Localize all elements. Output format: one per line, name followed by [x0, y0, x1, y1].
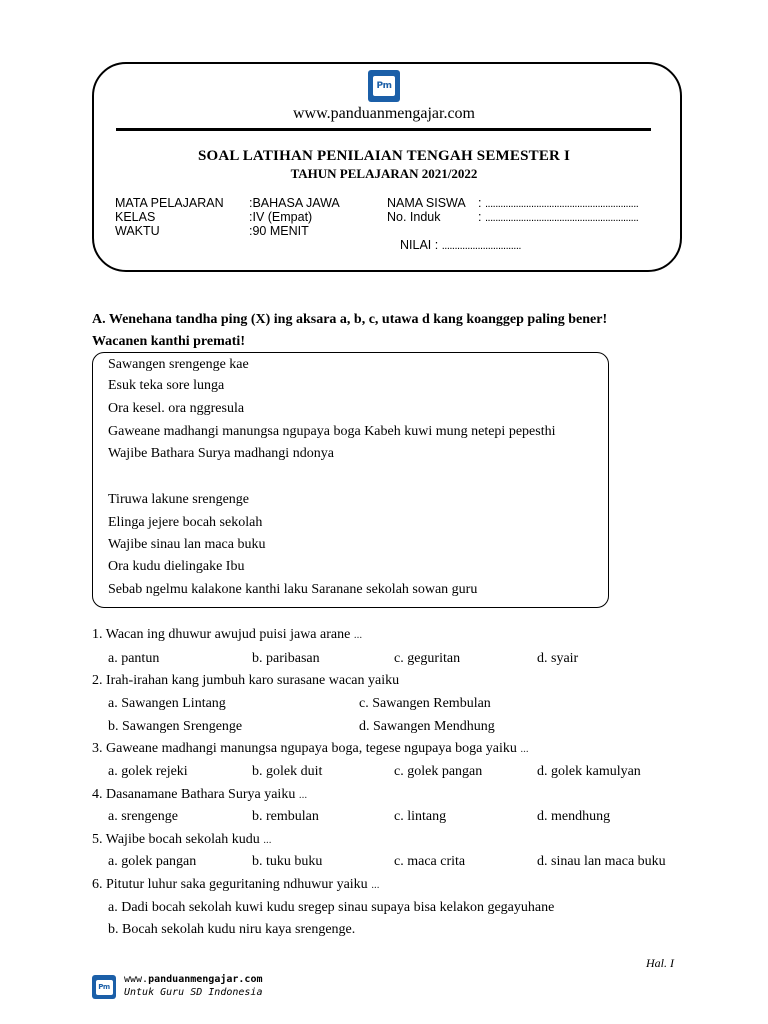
q3-option-d[interactable]: d. golek kamulyan [537, 764, 641, 779]
page-number: Hal. I [646, 956, 674, 970]
poem-line: Sawangen srengenge kae [108, 357, 249, 372]
q2-option-b[interactable]: b. Sawangen Srengenge [108, 719, 243, 734]
subject-value: :BAHASA JAWA [249, 196, 340, 210]
logo-icon [368, 70, 400, 102]
question-text: Gaweane madhangi manungsa ngupaya boga, tegese ngupaya boga yaiku [106, 741, 517, 756]
poem-line: Gaweane madhangi manungsa ngupaya boga Kabeh kuwi mung netepi pepesthi [108, 424, 556, 439]
question-text: Irah-irahan kang jumbuh karo surasane wacan yaiku [106, 673, 400, 688]
student-name-label: NAMA SISWA [387, 196, 466, 210]
poem-line: Wajibe sinau lan maca buku [108, 537, 266, 552]
question-1 [92, 627, 362, 643]
question-2 [92, 673, 399, 689]
footer-site [124, 974, 262, 985]
q5-option-b[interactable]: b. tuku buku [252, 854, 323, 869]
page-title: SOAL LATIHAN PENILAIAN TENGAH SEMESTER I [197, 148, 571, 164]
q5-option-a[interactable]: a. golek pangan [108, 854, 197, 869]
student-name-field [478, 196, 638, 210]
question-number: 5. [92, 832, 103, 847]
poem-line: Esuk teka sore lunga [108, 378, 225, 393]
poem-line: Ora kudu dielingake Ibu [108, 559, 245, 574]
site-url: www.panduanmengajar.com [292, 105, 475, 122]
student-name-dots: ............................................................ [484, 198, 639, 210]
time-label: WAKTU [115, 224, 160, 238]
footer-logo-icon [92, 975, 116, 999]
poem-line: Ora kesel. ora nggresula [108, 401, 245, 416]
question-ellipsis: ... [298, 789, 308, 801]
q4-option-d[interactable]: d. mendhung [537, 809, 611, 824]
q2-option-c[interactable]: c. Sawangen Rembulan [359, 696, 491, 711]
q5-option-d[interactable]: d. sinau lan maca buku [537, 854, 666, 869]
q3-option-a[interactable]: a. golek rejeki [108, 764, 188, 779]
class-label: KELAS [115, 210, 156, 224]
subject-label: MATA PELAJARAN [115, 196, 224, 210]
question-6 [92, 877, 379, 893]
question-text: Wacan ing dhuwur awujud puisi jawa arane [105, 627, 351, 642]
q4-option-c[interactable]: c. lintang [394, 809, 447, 824]
nilai-dots: ............................... [441, 240, 521, 252]
nilai-label: NILAI : [400, 238, 439, 252]
q1-option-d[interactable]: d. syair [537, 651, 579, 666]
student-name-colon: : [478, 196, 482, 210]
footer-logo-text: Pm [96, 980, 113, 995]
question-number: 1. [92, 627, 103, 642]
induk-colon: : [478, 210, 482, 224]
q2-option-a[interactable]: a. Sawangen Lintang [108, 696, 226, 711]
time-value: :90 MENIT [249, 224, 309, 238]
page-subtitle: TAHUN PELAJARAN 2021/2022 [290, 166, 478, 181]
class-value: :IV (Empat) [249, 210, 313, 224]
question-3 [92, 741, 529, 757]
q6-option-a[interactable]: a. Dadi bocah sekolah kuwi kudu sregep sinau supaya bisa kelakon gegayuhane [108, 900, 555, 915]
question-5 [92, 832, 272, 848]
q5-option-c[interactable]: c. maca crita [394, 854, 466, 869]
question-4 [92, 787, 307, 803]
question-text: Pitutur luhur saka geguritaning ndhuwur yaiku [106, 877, 368, 892]
logo-text: Pm [373, 76, 395, 96]
header-divider [116, 128, 651, 131]
nilai-field [400, 238, 521, 252]
q4-option-b[interactable]: b. rembulan [252, 809, 319, 824]
q6-option-b[interactable]: b. Bocah sekolah kudu niru kaya srengenge. [108, 922, 356, 937]
footer-site-prefix: www. [124, 974, 149, 985]
poem-line: Elinga jejere bocah sekolah [108, 515, 263, 530]
q1-option-c[interactable]: c. geguritan [394, 651, 461, 666]
section-instruction: A. Wenehana tandha ping (X) ing aksara a, b, c, utawa d kang koanggep paling bener! [92, 312, 608, 327]
q1-option-a[interactable]: a. pantun [108, 651, 160, 666]
poem-line: Wajibe Bathara Surya madhangi ndonya [108, 446, 334, 461]
poem-line: Tiruwa lakune srengenge [108, 492, 250, 507]
poem-line: Sebab ngelmu kalakone kanthi laku Saranane sekolah sowan guru [108, 582, 478, 597]
question-text: Dasanamane Bathara Surya yaiku [106, 787, 296, 802]
question-number: 6. [92, 877, 103, 892]
question-ellipsis: ... [520, 743, 529, 755]
question-text: Wajibe bocah sekolah kudu [105, 832, 260, 847]
footer-site-main: panduanmengajar.com [148, 974, 263, 985]
question-number: 2. [92, 673, 103, 688]
footer-tagline: Untuk Guru SD Indonesia [124, 987, 263, 998]
q3-option-b[interactable]: b. golek duit [252, 764, 323, 779]
q4-option-a[interactable]: a. srengenge [108, 809, 178, 824]
question-ellipsis: ... [353, 629, 363, 641]
q1-option-b[interactable]: b. paribasan [252, 651, 320, 666]
q2-option-d[interactable]: d. Sawangen Mendhung [359, 719, 495, 734]
induk-dots: ............................................................ [484, 212, 639, 224]
induk-label: No. Induk [387, 210, 441, 224]
question-number: 4. [92, 787, 103, 802]
question-ellipsis: ... [263, 834, 272, 846]
question-ellipsis: ... [371, 879, 380, 891]
q3-option-c[interactable]: c. golek pangan [394, 764, 483, 779]
induk-field [478, 210, 638, 224]
question-number: 3. [92, 741, 103, 756]
read-prompt: Wacanen kanthi premati! [92, 334, 245, 349]
